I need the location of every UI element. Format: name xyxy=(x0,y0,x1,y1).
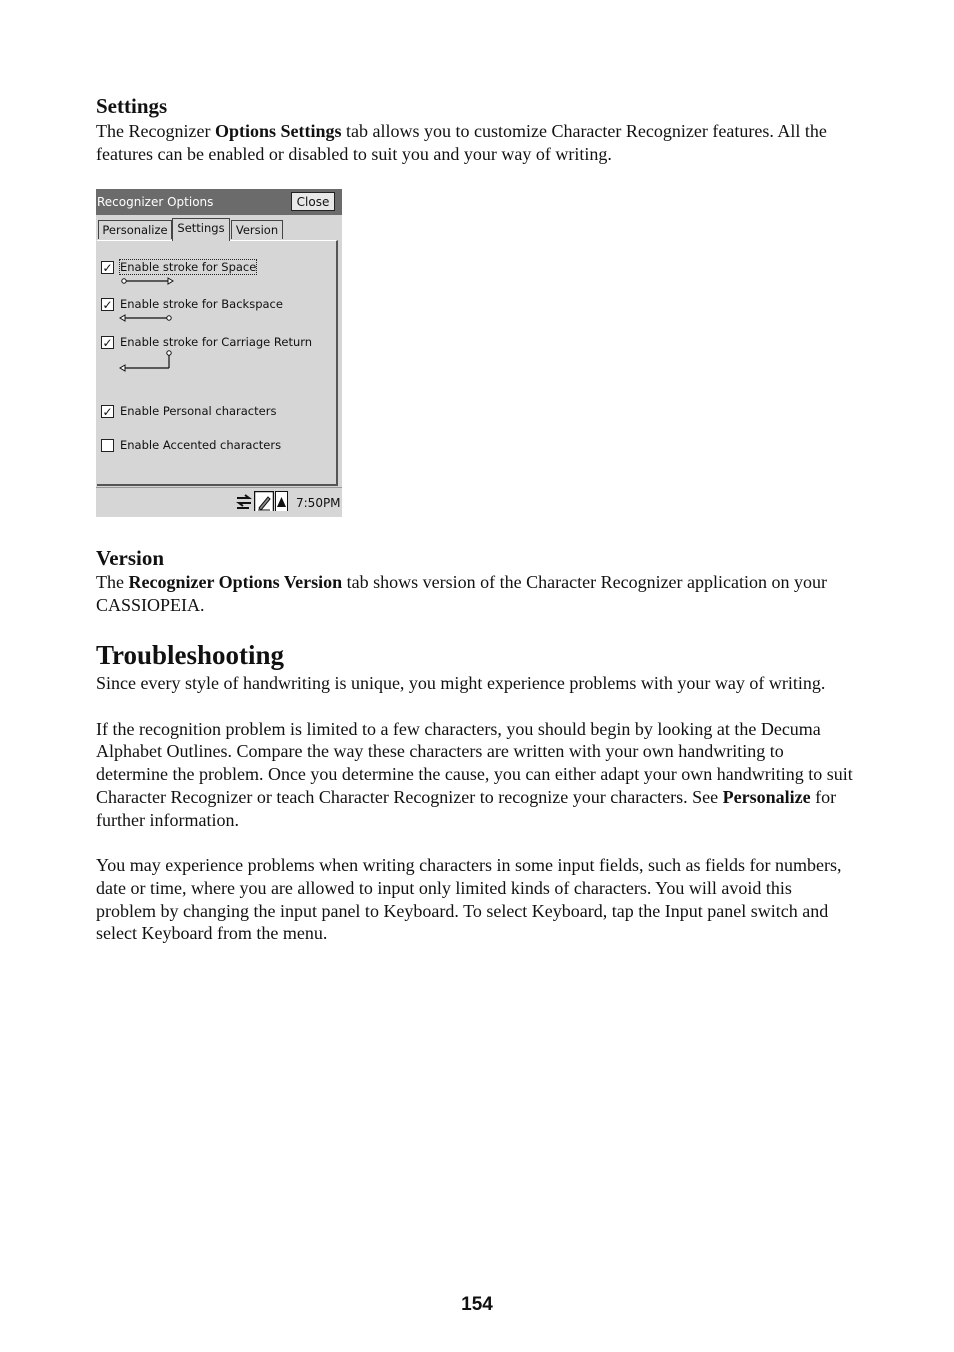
settings-bold-term: Options Settings xyxy=(214,121,342,141)
tab-settings[interactable]: Settings xyxy=(172,218,230,241)
settings-text-1: The Recognizer xyxy=(96,121,215,141)
settings-paragraph xyxy=(96,120,856,165)
personal-characters-label: Enable Personal characters xyxy=(120,404,277,418)
input-panel-switch-icon[interactable] xyxy=(275,491,288,511)
troubleshooting-p2-text-2: for further information. xyxy=(96,786,837,830)
troubleshooting-p2-text-1: If the recognition problem is limited to a few characters, you should begin by looking at the Decuma Alphabet Outlines. Compare the way these characters are written with your own handwriting to determine the problem. Once you determine the cause, you can either adapt your own handwriting to suit Character Recognizer or teach Character Recognizer to recognize your characters. See xyxy=(96,718,853,807)
personal-characters-checkbox[interactable]: ✓ xyxy=(102,405,113,419)
version-paragraph xyxy=(96,571,856,616)
version-section xyxy=(96,545,856,616)
carriage-return-stroke-checkbox[interactable]: ✓ xyxy=(102,336,113,350)
troubleshooting-paragraph-3: You may experience problems when writing characters in some input fields, such as fields for numbers, date or time, where you are allowed to input only limited kinds of characters. You will avoid this problem by changing the input panel to Keyboard. To select Keyboard, tap the Input panel switch and select Keyboard from the menu. xyxy=(96,855,842,944)
settings-text-2: tab allows you to customize Character Recognizer features. All the features can be enabled or disabled to suit you and your way of writing. xyxy=(96,121,827,164)
version-bold-term: Recognizer Options Version xyxy=(128,572,343,592)
taskbar xyxy=(96,487,342,517)
troubleshooting-p2-bold: Personalize xyxy=(722,786,811,807)
settings-panel xyxy=(97,240,338,486)
troubleshooting-section xyxy=(96,639,856,945)
version-text-1: The xyxy=(96,572,129,592)
accented-characters-label: Enable Accented characters xyxy=(120,438,282,452)
page-number: 154 xyxy=(461,1294,493,1315)
space-stroke-label: Enable stroke for Space xyxy=(120,260,257,274)
settings-heading: Settings xyxy=(96,94,168,118)
backspace-stroke-icon xyxy=(119,313,179,323)
close-button[interactable]: Close xyxy=(291,192,335,211)
dialog-title: Recognizer Options xyxy=(97,195,214,209)
troubleshooting-paragraph-2 xyxy=(96,718,856,832)
space-stroke-checkbox[interactable]: ✓ xyxy=(102,261,113,275)
accented-characters-checkbox[interactable] xyxy=(101,439,114,452)
tab-bar xyxy=(96,219,342,241)
troubleshooting-heading: Troubleshooting xyxy=(96,640,285,670)
clock: 7:50PM xyxy=(296,496,341,510)
version-text-2: tab shows version of the Character Recognizer application on your CASSIOPEIA. xyxy=(96,572,828,615)
version-heading: Version xyxy=(96,546,165,570)
settings-section xyxy=(96,93,856,165)
backspace-stroke-label: Enable stroke for Backspace xyxy=(120,297,283,311)
carriage-return-stroke-label: Enable stroke for Carriage Return xyxy=(120,335,313,349)
tab-version[interactable]: Version xyxy=(231,220,283,239)
recognizer-options-screenshot xyxy=(96,189,342,517)
backspace-stroke-checkbox[interactable]: ✓ xyxy=(102,298,113,312)
troubleshooting-paragraph-1: Since every style of handwriting is unique, you might experience problems with your way of writing. xyxy=(96,673,826,693)
network-icon[interactable] xyxy=(235,493,253,513)
pen-input-icon[interactable] xyxy=(254,491,274,511)
tab-personalize[interactable]: Personalize xyxy=(98,220,172,239)
space-stroke-icon xyxy=(119,276,179,286)
carriage-return-stroke-icon xyxy=(119,349,179,373)
dialog-titlebar xyxy=(96,189,342,215)
